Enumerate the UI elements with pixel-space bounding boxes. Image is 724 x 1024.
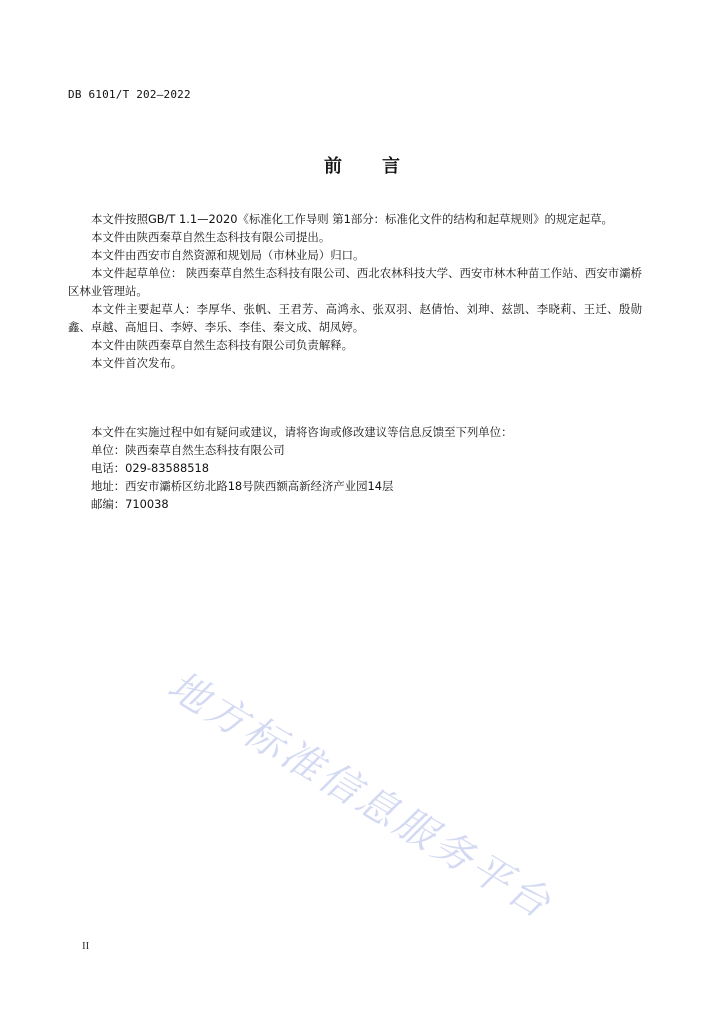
foreword-body [68, 210, 642, 372]
page-number: II [82, 940, 90, 952]
contact-postcode: 邮编：710038 [91, 497, 169, 511]
contact-phone: 电话：029-83588518 [91, 461, 210, 475]
paragraph-proposer: 本文件由陕西秦草自然生态科技有限公司提出。 [91, 230, 331, 244]
title-char-1: 前 [324, 156, 342, 177]
page-title [0, 152, 724, 178]
paragraph-interpretation: 本文件由陕西秦草自然生态科技有限公司负责解释。 [91, 338, 353, 352]
contact-info [68, 423, 642, 513]
contact-unit: 单位：陕西秦草自然生态科技有限公司 [91, 443, 285, 457]
contact-address: 地址：西安市灞桥区纺北路18号陕西额高新经济产业园14层 [91, 479, 394, 493]
paragraph-authority: 本文件由西安市自然资源和规划局（市林业局）归口。 [91, 248, 365, 262]
contact-intro: 本文件在实施过程中如有疑问或建议，请将咨询或修改建议等信息反馈至下列单位： [91, 425, 513, 439]
paragraph-drafting-units: 本文件起草单位： 陕西秦草自然生态科技有限公司、西北农林科技大学、西安市林木种苗工作站、西安市灞桥区林业管理站。 [68, 266, 642, 298]
title-char-2: 言 [382, 156, 400, 177]
watermark-text: 地方标准信息服务平台 [159, 662, 561, 929]
paragraph-drafters: 本文件主要起草人：李厚华、张帆、王君芳、高鸿永、张双羽、赵倩怡、刘珅、兹凯、李晓莉、王迁、殷勋鑫、卓越、高旭日、李婷、李乐、李佳、秦文成、胡凤婷。 [68, 302, 642, 334]
paragraph-drafting-basis: 本文件按照GB/T 1.1—2020《标准化工作导则 第1部分：标准化文件的结构和起草规则》的规定起草。 [91, 212, 613, 226]
standard-code: DB 6101/T 202—2022 [68, 88, 191, 101]
paragraph-first-release: 本文件首次发布。 [91, 356, 183, 370]
